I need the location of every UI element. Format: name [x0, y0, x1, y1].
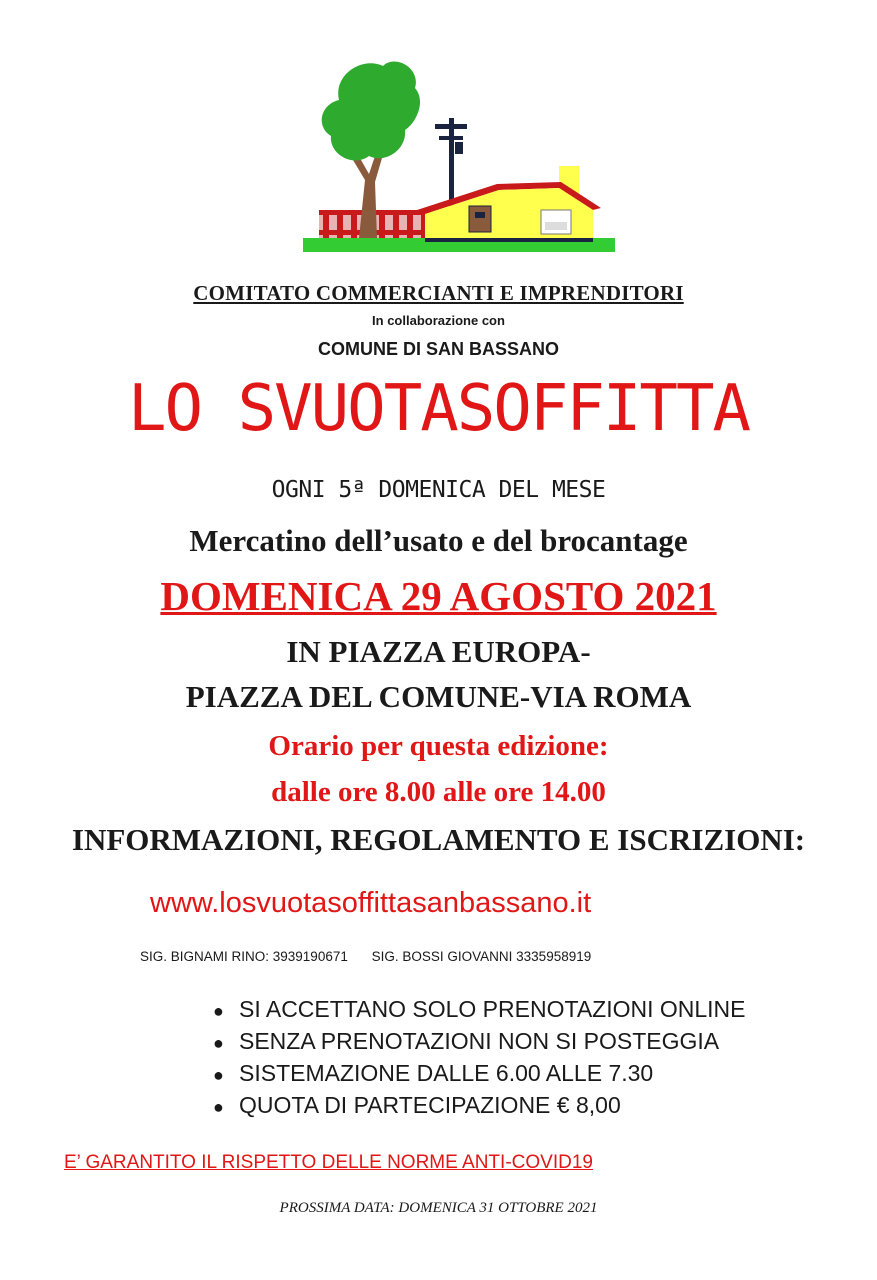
website-link[interactable]: www.losvuotasoffittasanbassano.it	[150, 887, 592, 919]
contact-bossi: SIG. BOSSI GIOVANNI 3335958919	[371, 949, 592, 964]
bullet-icon: ●	[213, 1097, 224, 1117]
bullet-icon: ●	[213, 1065, 224, 1085]
committee-heading: COMITATO COMMERCIANTI E IMPRENDITORI	[193, 281, 684, 305]
list-item	[213, 1025, 746, 1057]
event-date: DOMENICA 29 AGOSTO 2021	[160, 573, 717, 619]
event-title: LO SVUOTASOFFITTA	[127, 372, 750, 446]
list-item	[213, 1089, 746, 1121]
event-hours: dalle ore 8.00 alle ore 14.00	[271, 776, 606, 808]
logo-illustration-icon	[303, 60, 615, 258]
next-date: PROSSIMA DATA: DOMENICA 31 OTTOBRE 2021	[279, 1200, 598, 1216]
event-frequency: OGNI 5ª DOMENICA DEL MESE	[271, 477, 606, 503]
event-location-line2: PIAZZA DEL COMUNE-VIA ROMA	[185, 679, 692, 714]
list-item	[213, 993, 746, 1025]
event-location-line1: IN PIAZZA EUROPA-	[286, 634, 591, 669]
collaboration-text: In collaborazione con	[372, 313, 505, 328]
rule-text: SENZA PRENOTAZIONI NON SI POSTEGGIA	[239, 1028, 720, 1054]
bullet-icon: ●	[213, 1033, 224, 1053]
hours-label: Orario per questa edizione:	[268, 730, 609, 762]
rule-text: QUOTA DI PARTECIPAZIONE € 8,00	[239, 1092, 621, 1118]
rule-text: SI ACCETTANO SOLO PRENOTAZIONI ONLINE	[239, 996, 746, 1022]
municipality-name: COMUNE DI SAN BASSANO	[317, 339, 559, 359]
list-item	[213, 1057, 746, 1089]
info-heading: INFORMAZIONI, REGOLAMENTO E ISCRIZIONI:	[71, 822, 806, 857]
contact-bignami: SIG. BIGNAMI RINO: 3939190671	[140, 949, 348, 964]
contacts-line	[140, 949, 611, 964]
rule-text: SISTEMAZIONE DALLE 6.00 ALLE 7.30	[239, 1060, 654, 1086]
rules-list	[213, 993, 746, 1121]
bullet-icon: ●	[213, 1001, 224, 1021]
covid-notice: E’ GARANTITO IL RISPETTO DELLE NORME ANTI-COVID19	[64, 1152, 593, 1173]
event-subtitle: Mercatino dell’usato e del brocantage	[189, 523, 688, 558]
